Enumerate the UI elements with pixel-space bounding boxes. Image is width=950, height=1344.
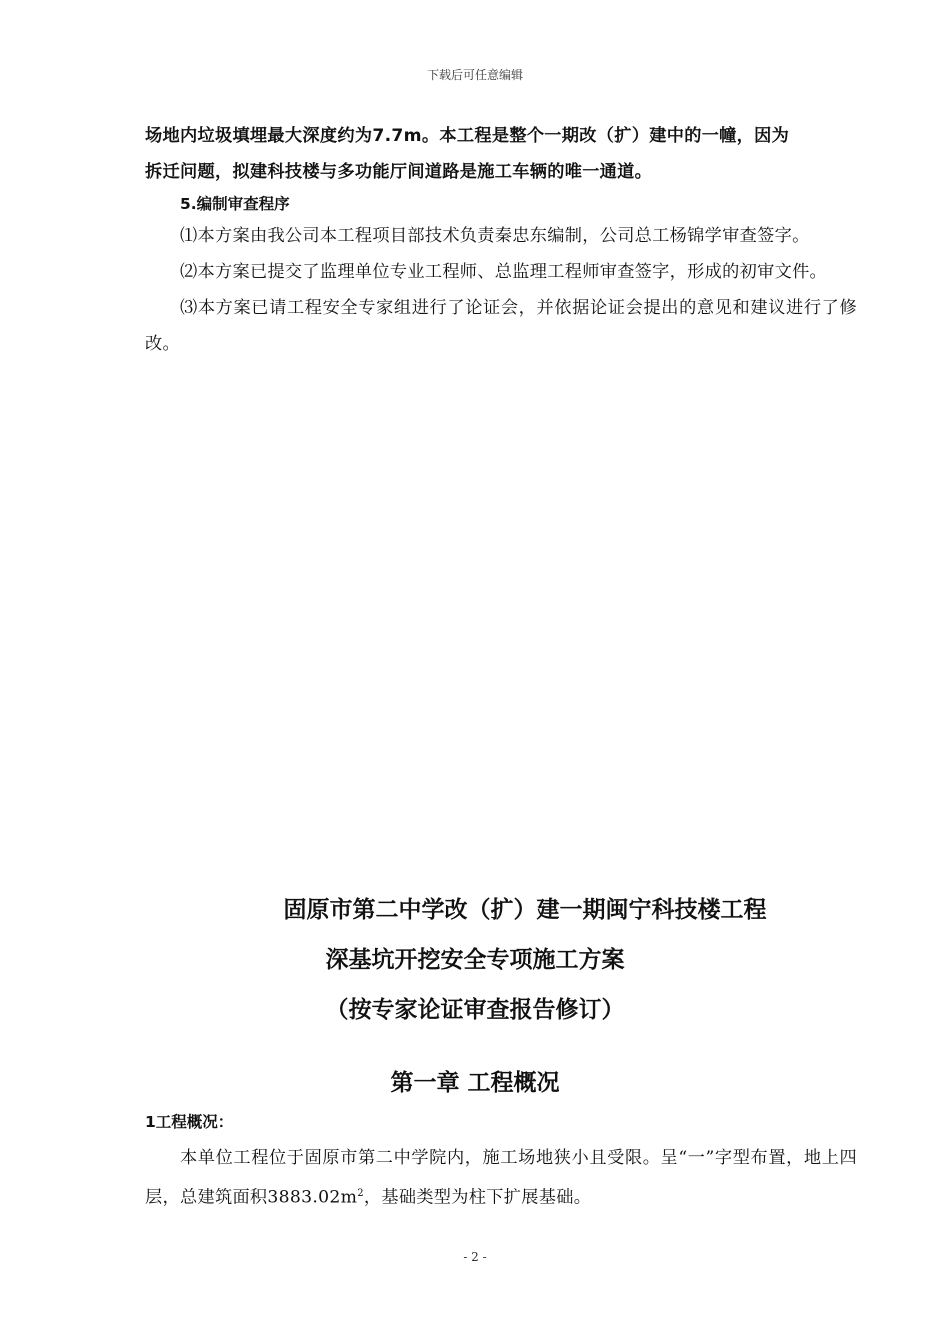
- top-section: [145, 118, 857, 362]
- section-1-heading: 1工程概况：: [145, 1113, 234, 1131]
- review-item-3: ⑶本方案已请工程安全专家组进行了论证会，并依据论证会提出的意见和建议进行了修改。: [145, 298, 857, 354]
- section-1-text-a: 本单位工程位于固原市第二中学院内，施工场地狭小且受限。呈“一”字型布置，地上四层，总建筑面积3883.02m: [145, 1148, 857, 1208]
- title-line-3: （按专家论证审查报告修订）: [325, 997, 625, 1023]
- document-title: [0, 885, 950, 1035]
- section-1-text-b: ，基础类型为柱下扩展基础。: [363, 1187, 592, 1208]
- chapter-heading: 第一章 工程概况: [390, 1070, 560, 1096]
- section-1: [145, 1108, 857, 1216]
- page-number: - 2 -: [463, 1250, 487, 1264]
- area-unit-superscript: 2: [357, 1188, 364, 1199]
- section-1-paragraph: [145, 1140, 857, 1216]
- heading-review-procedure: 5.编制审查程序: [180, 195, 290, 213]
- paragraph-site-line1: 场地内垃圾填埋最大深度约为7.7m。本工程是整个一期改（扩）建中的一幢，因为: [145, 126, 790, 146]
- review-item-1: ⑴本方案由我公司本工程项目部技术负责秦忠东编制，公司总工杨锦学审查签字。: [180, 226, 810, 246]
- title-line-2: 深基坑开挖安全专项施工方案: [325, 947, 625, 973]
- review-item-2: ⑵本方案已提交了监理单位专业工程师、总监理工程师审查签字，形成的初审文件。: [180, 262, 828, 282]
- page-header: 下载后可任意编辑: [426, 68, 523, 82]
- title-line-1: 固原市第二中学改（扩）建一期闽宁科技楼工程: [283, 897, 767, 923]
- paragraph-site-line2: 拆迁问题，拟建科技楼与多功能厅间道路是施工车辆的唯一通道。: [145, 162, 653, 182]
